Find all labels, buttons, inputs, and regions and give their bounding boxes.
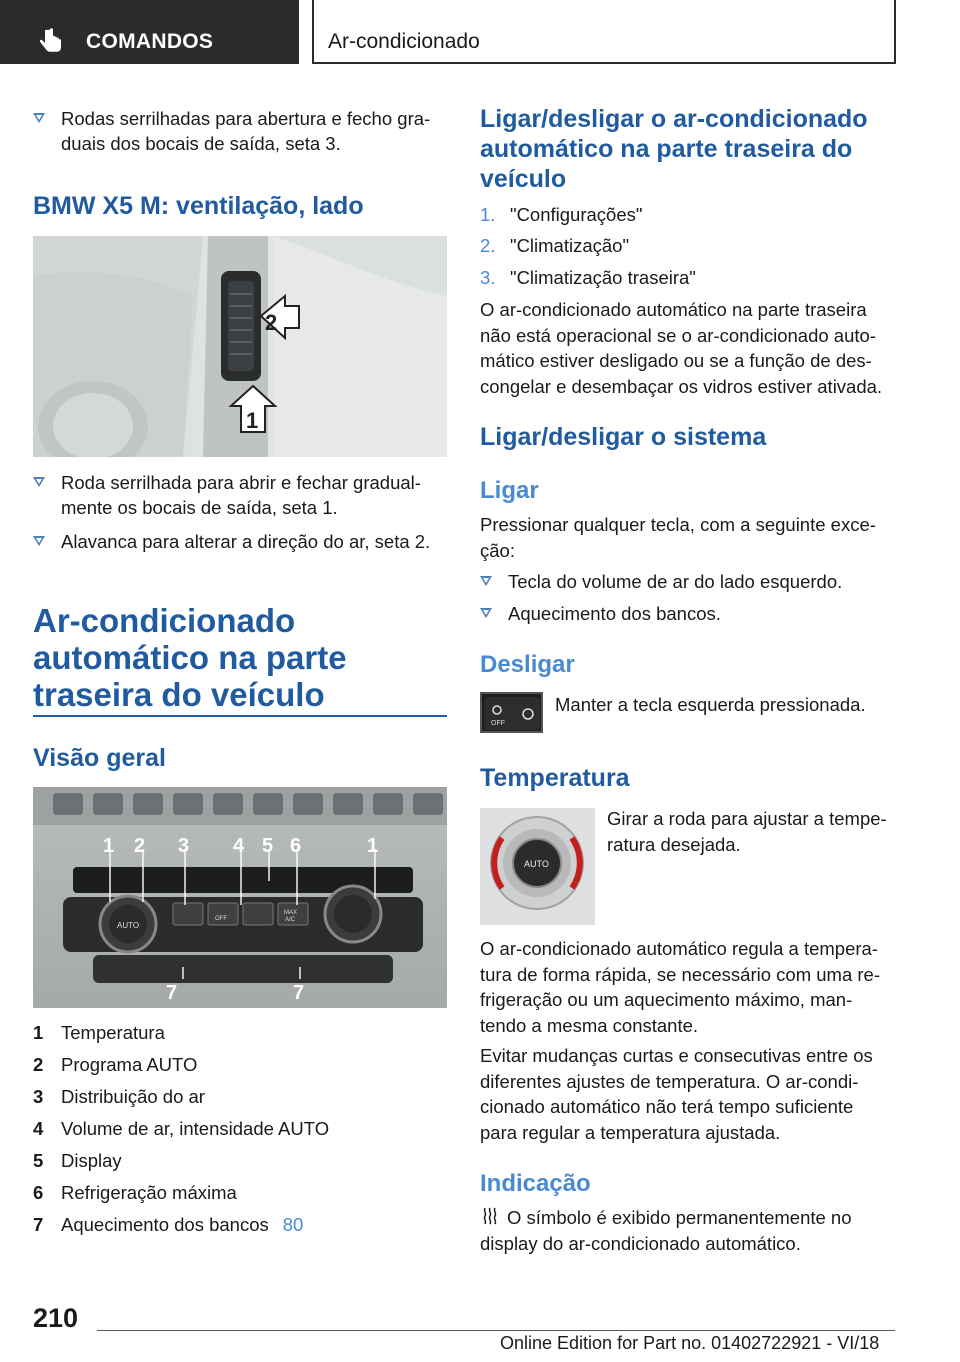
- step-number: 1.: [480, 204, 496, 225]
- off-text: Manter a tecla esquerda pressionada.: [555, 694, 866, 715]
- legend-row: [33, 1148, 447, 1173]
- chapter-label: Ar-condicionado: [328, 30, 480, 53]
- panel-label-6: 6: [290, 835, 302, 857]
- knob-auto-label: AUTO: [524, 859, 549, 869]
- bullet-item: [33, 470, 447, 520]
- bullet-item: [480, 601, 894, 626]
- page-number: 210: [33, 1303, 79, 1333]
- panel-label-7b: 7: [293, 982, 305, 1004]
- para-line: cionado automático não terá tempo suficiente: [480, 1096, 854, 1117]
- triangle-bullet-icon: [480, 608, 492, 618]
- chapter-title-line: automático na parte: [33, 639, 347, 676]
- temperature-knob-image: [480, 808, 595, 925]
- step-item: [480, 265, 894, 290]
- bullet-text: Rodas serrilhadas para abertura e fecho gra-duais dos bocais de saída, seta 3.: [61, 108, 431, 154]
- off-heading: Desligar: [480, 651, 575, 678]
- para-line: O ar-condicionado automático regula a tempera-: [480, 938, 878, 959]
- panel-max-label: MAX: [284, 910, 298, 916]
- panel-label-3: 3: [178, 835, 190, 857]
- legend-row: [33, 1116, 447, 1141]
- legend-text: [61, 1212, 303, 1237]
- legend-row: [33, 1180, 447, 1205]
- control-panel-photo: [33, 787, 447, 1008]
- para-line: frigeração ou um aquecimento máximo, man-: [480, 989, 853, 1010]
- legend-text: Distribuição do ar: [61, 1086, 205, 1107]
- panel-ac-label: A/C: [285, 917, 296, 923]
- bullet-text: Alavanca para alterar a direção do ar, seta 2.: [61, 531, 431, 552]
- page-reference-link[interactable]: 80: [282, 1214, 304, 1235]
- panel-off-label: OFF: [215, 916, 227, 922]
- callout-1: 1: [246, 408, 259, 433]
- panel-label-5: 5: [262, 835, 274, 857]
- edition-note: Online Edition for Part no. 01402722921 - VI/18: [500, 1333, 880, 1353]
- step-text: "Climatização": [510, 235, 630, 256]
- indication-heading: Indicação: [480, 1170, 591, 1197]
- step-item: [480, 233, 894, 258]
- legend-number: 5: [33, 1150, 44, 1171]
- legend-row: [33, 1020, 447, 1045]
- step-item: [480, 202, 894, 227]
- onoff-heading-line: veículo: [480, 165, 567, 193]
- panel-label-1b: 1: [367, 835, 379, 857]
- legend-text: Display: [61, 1150, 122, 1171]
- indication-line: O símbolo é exibido permanentemente no: [507, 1207, 852, 1228]
- off-label: OFF: [491, 720, 505, 727]
- para-line: ção:: [480, 539, 515, 561]
- footer-rule: [97, 1330, 895, 1331]
- temperature-heading: Temperatura: [480, 764, 630, 792]
- panel-label-1: 1: [103, 835, 115, 857]
- bullet-text: Roda serrilhada para abrir e fechar gradual-mente os bocais de saída, seta 1.: [61, 472, 421, 518]
- para-line: para regular a temperatura ajustada.: [480, 1121, 781, 1143]
- section-heading: BMW X5 M: ventilação, lado: [33, 192, 364, 220]
- bullet-text: Aquecimento dos bancos.: [508, 603, 721, 624]
- para-line: diferentes ajustes de temperatura. O ar-condi-: [480, 1070, 859, 1092]
- chapter-title-line: Ar-condicionado: [33, 602, 296, 639]
- callout-2: 2: [265, 310, 278, 335]
- para-line: Pressionar qualquer tecla, com a seguinte exce-: [480, 514, 876, 535]
- step-text: "Climatização traseira": [510, 267, 696, 288]
- para-line: O ar-condicionado automático na parte traseira: [480, 299, 867, 320]
- bullet-item: [33, 106, 447, 156]
- legend-number: 3: [33, 1086, 44, 1107]
- triangle-bullet-icon: [33, 113, 45, 123]
- section-label: COMANDOS: [86, 30, 214, 53]
- chapter-title-line: traseira do veículo: [33, 676, 325, 713]
- off-button-image: [480, 692, 543, 733]
- legend-row: [33, 1212, 447, 1237]
- bullet-item: [33, 529, 447, 554]
- triangle-bullet-icon: [480, 576, 492, 586]
- indication-line: display do ar-condicionado automático.: [480, 1233, 801, 1254]
- legend-row: [33, 1084, 447, 1109]
- para-line: congelar e desembaçar os vidros estiver ativada.: [480, 375, 883, 397]
- panel-label-4: 4: [233, 835, 245, 857]
- legend-number: 7: [33, 1214, 44, 1235]
- legend-number: 1: [33, 1022, 44, 1043]
- chapter-box: [312, 0, 896, 64]
- legend-text-main: Aquecimento dos bancos: [61, 1214, 269, 1235]
- on-heading: Ligar: [480, 477, 539, 504]
- overview-heading: Visão geral: [33, 744, 166, 772]
- legend-text: Programa AUTO: [61, 1054, 198, 1075]
- step-number: 3.: [480, 267, 496, 288]
- triangle-bullet-icon: [33, 536, 45, 546]
- para-line: mático estiver desligado ou se a função de des-: [480, 350, 872, 371]
- step-text: "Configurações": [510, 204, 643, 225]
- para-line: Evitar mudanças curtas e consecutivas entre os: [480, 1045, 873, 1066]
- vent-photo: [33, 236, 447, 457]
- legend-row: [33, 1052, 447, 1077]
- para-line: tura de forma rápida, se necessário com uma re-: [480, 963, 880, 985]
- on-paragraph: [480, 512, 894, 563]
- title-rule: [33, 715, 447, 717]
- legend-number: 2: [33, 1054, 44, 1075]
- temperature-text: [607, 806, 887, 857]
- hand-pointer-icon: [40, 28, 66, 54]
- temperature-paragraph-2: [480, 1043, 894, 1145]
- legend-text: Temperatura: [61, 1022, 165, 1043]
- onoff-heading-line: Ligar/desligar o ar-condicionado: [480, 105, 868, 133]
- system-heading: Ligar/desligar o sistema: [480, 423, 767, 451]
- legend-number: 6: [33, 1182, 44, 1203]
- bullet-item: [480, 569, 894, 594]
- para-line: tendo a mesma constante.: [480, 1014, 699, 1036]
- legend-number: 4: [33, 1118, 44, 1139]
- seat-heating-icon: [482, 1207, 498, 1225]
- section-tab: [0, 0, 299, 64]
- panel-auto-label: AUTO: [117, 921, 140, 930]
- para-line: Girar a roda para ajustar a tempe-: [607, 808, 887, 829]
- para-line: ratura desejada.: [607, 833, 741, 855]
- legend-text: Refrigeração máxima: [61, 1182, 237, 1203]
- legend-text: Volume de ar, intensidade AUTO: [61, 1118, 330, 1139]
- para-line: não está operacional se o ar-condicionado auto-: [480, 324, 876, 346]
- panel-label-2: 2: [134, 835, 146, 857]
- step-number: 2.: [480, 235, 496, 256]
- temperature-paragraph-1: [480, 936, 894, 1038]
- panel-label-7: 7: [166, 982, 178, 1004]
- onoff-heading-line: automático na parte traseira do: [480, 135, 853, 163]
- bullet-text: Tecla do volume de ar do lado esquerdo.: [508, 571, 843, 592]
- triangle-bullet-icon: [33, 477, 45, 487]
- onoff-paragraph: [480, 297, 894, 399]
